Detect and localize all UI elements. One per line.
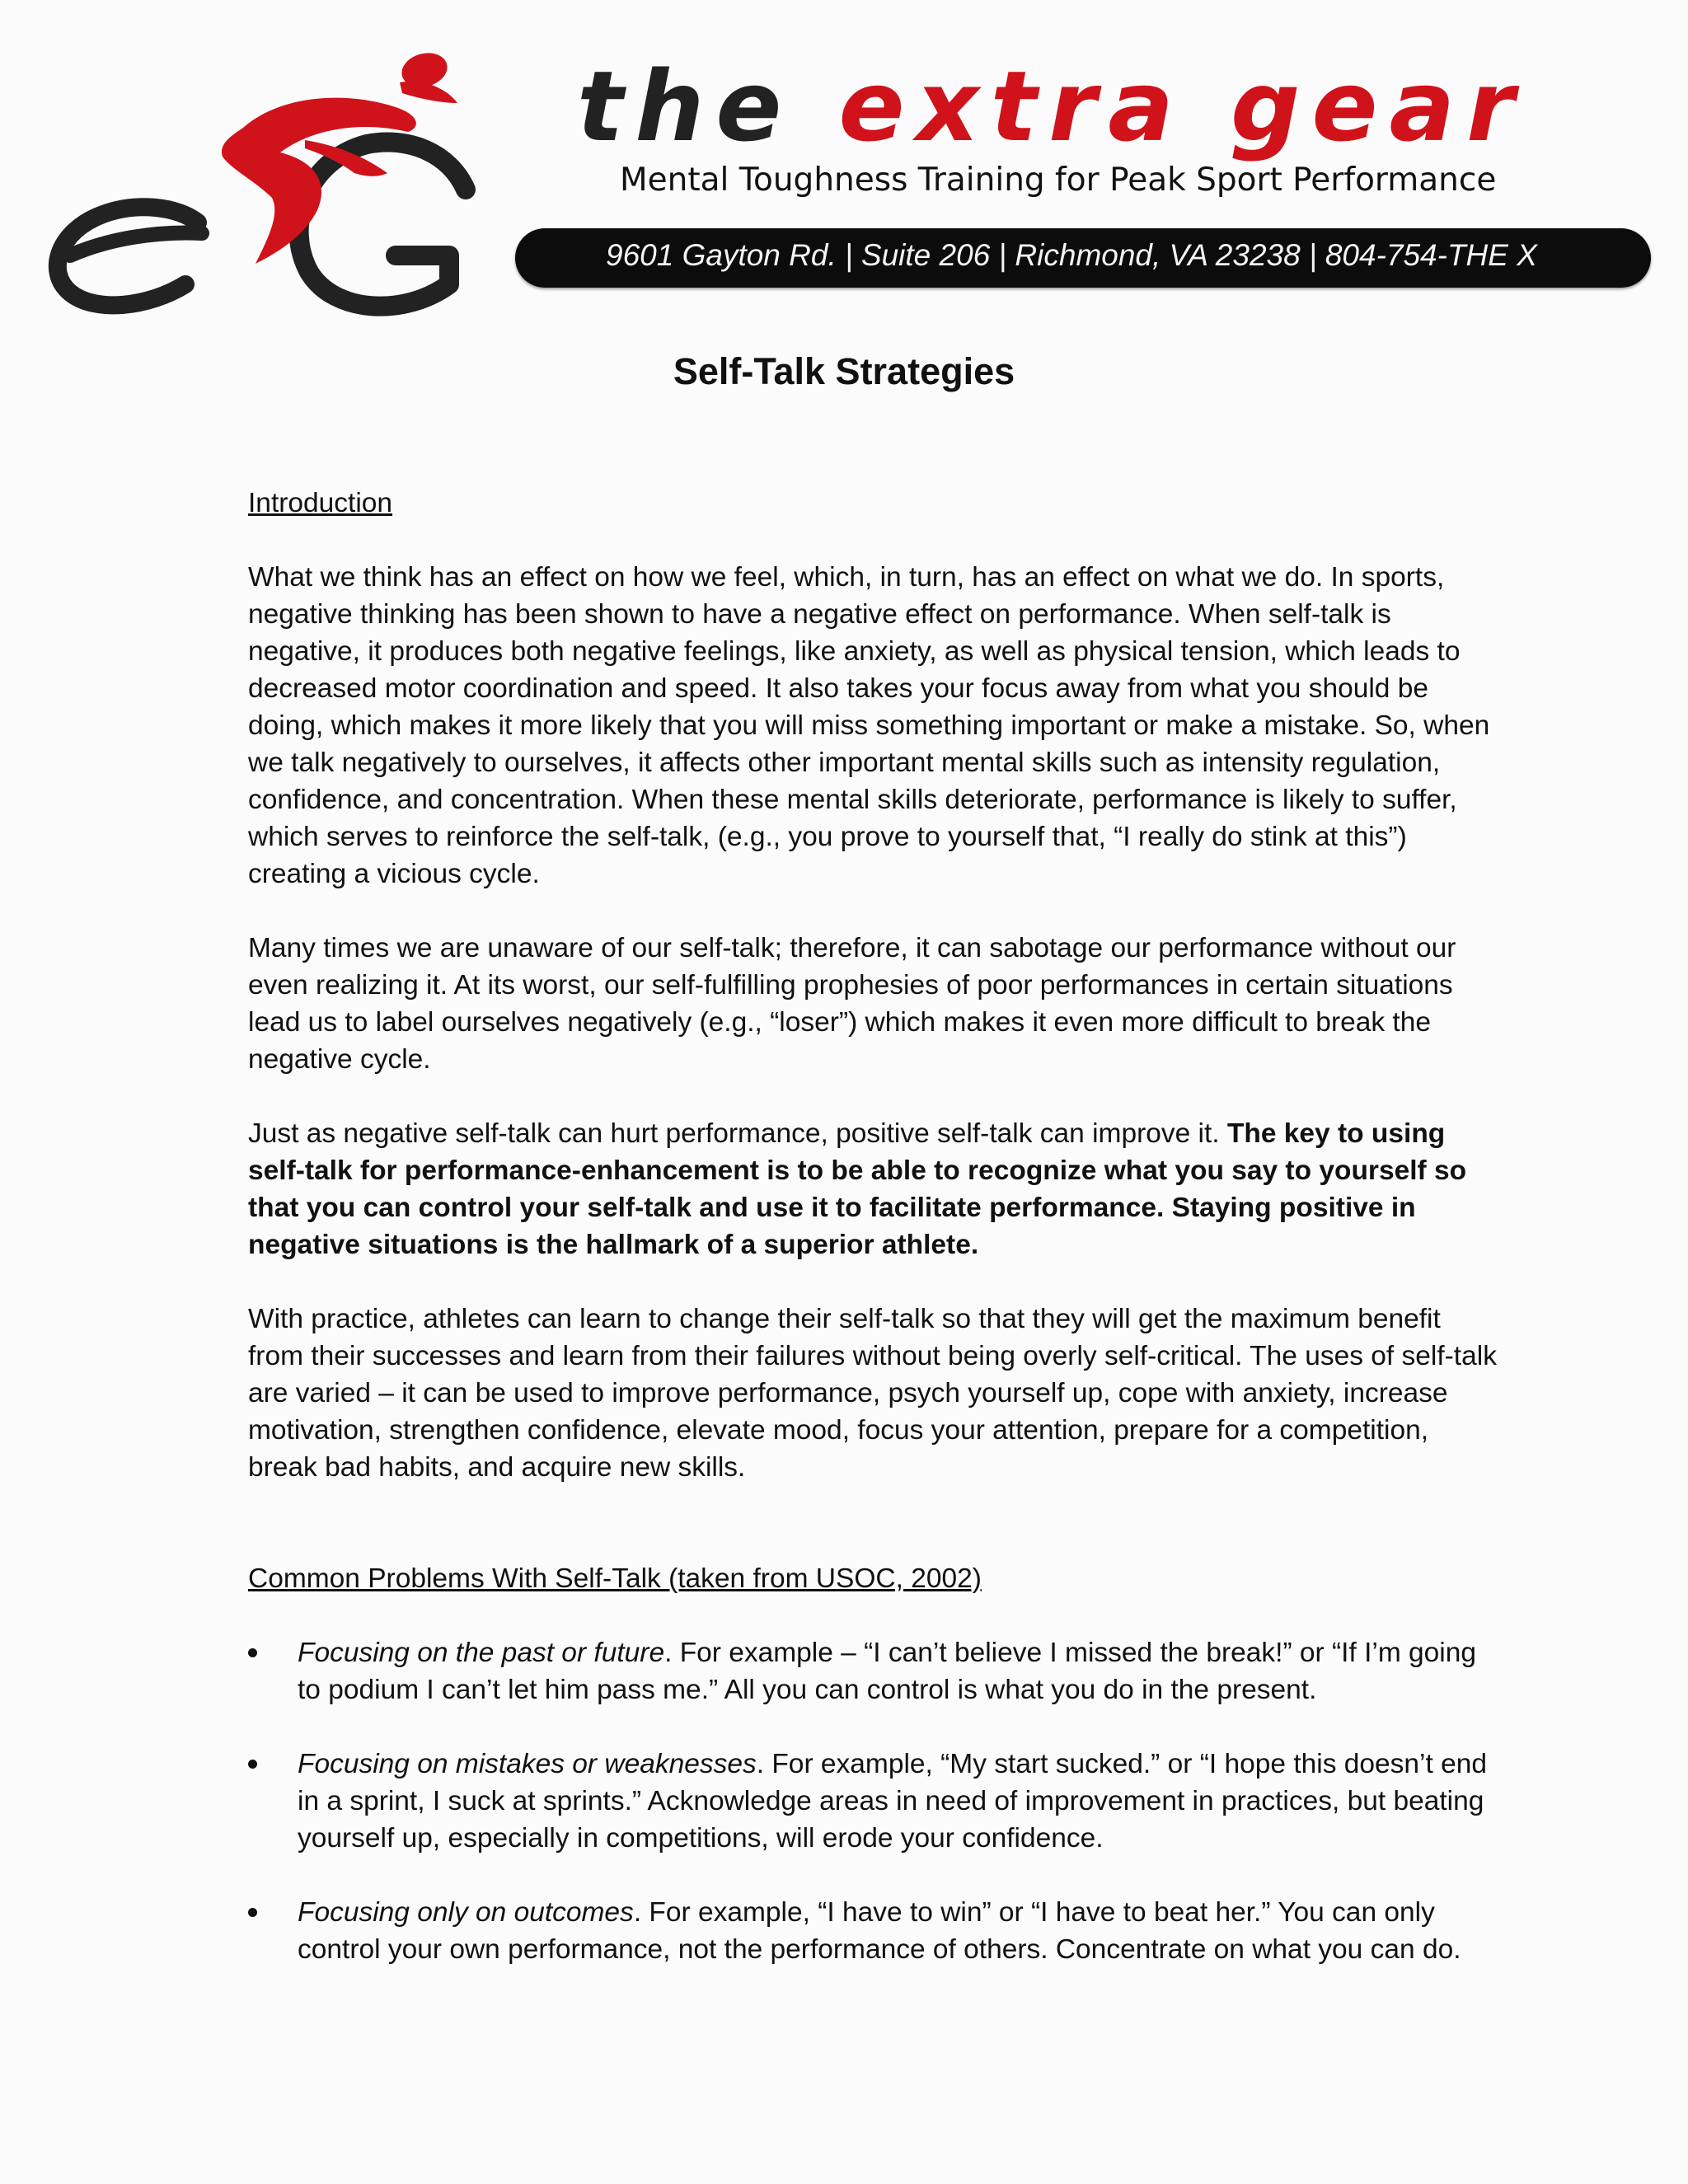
- list-item: [248, 1894, 1501, 1968]
- list-item-lead: Focusing only on outcomes: [298, 1897, 634, 1928]
- cyclist-logo: [33, 45, 503, 326]
- brand-word-the: the: [577, 49, 794, 163]
- paragraph-2: Many times we are unaware of our self-talk; therefore, it can sabotage our performance without our even realizing it. At its worst, our self-fulfilling prophesies of poor performances in certain situations lead us to label ourselves negatively (e.g., “loser”) which makes it even more difficult to break the negative cycle.: [248, 933, 1456, 1075]
- list-item-lead: Focusing on mistakes or weaknesses: [298, 1749, 757, 1779]
- document-body: [248, 485, 1501, 2005]
- list-item-text: . For example – “I can’t believe I missed the break!” or “If I’m going to podium I can’t let him pass me.” All you can control is what you do in the present.: [298, 1638, 1477, 1705]
- paragraph-3: [248, 1115, 1501, 1263]
- address-bar: [515, 228, 1651, 288]
- paragraph-3-bold: The key to using self-talk for performance-enhancement is to be able to recognize what you say to yourself so that you can control your self-talk and use it to facilitate performance. Staying positive in negative situations is the hallmark of a superior athlete.: [248, 1118, 1467, 1260]
- address-text: 9601 Gayton Rd. | Suite 206 | Richmond, VA 23238 | 804-754-THE X: [606, 238, 1537, 272]
- list-item-text: . For example, “I have to win” or “I have to beat her.” You can only control your own performance, not the performance of others. Concentrate on what you can do.: [298, 1897, 1461, 1965]
- page-title: Self-Talk Strategies: [673, 350, 1015, 392]
- tagline: Mental Toughness Training for Peak Sport Performance: [620, 162, 1497, 199]
- section-heading-common-problems: Common Problems With Self-Talk (taken from USOC, 2002): [248, 1563, 982, 1594]
- problems-list: [248, 1634, 1501, 1968]
- paragraph-3-plain: Just as negative self-talk can hurt performance, positive self-talk can improve it.: [248, 1118, 1227, 1149]
- list-item: [248, 1746, 1501, 1857]
- list-item-lead: Focusing on the past or future: [298, 1638, 665, 1668]
- brand-name: [577, 49, 1526, 163]
- paragraph-4: With practice, athletes can learn to change their self-talk so that they will get the maximum benefit from their successes and learn from their failures without being overly self-critical. The uses of self-talk are varied – it can be used to improve performance, psych yourself up, cope with anxiety, increase motivation, strengthen confidence, elevate mood, focus your attention, prepare for a competition, break bad habits, and acquire new skills.: [248, 1304, 1497, 1483]
- list-item-text: . For example, “My start sucked.” or “I hope this doesn’t end in a sprint, I suck at sprints.” Acknowledge areas in need of improvement in practices, but beating yourself up, especially in competitions, will erode your confidence.: [298, 1749, 1487, 1854]
- paragraph-1: What we think has an effect on how we feel, which, in turn, has an effect on what we do. In sports, negative thinking has been shown to have a negative effect on performance. When self-talk is negative, it produces both negative feelings, like anxiety, as well as physical tension, which leads to decreased motor coordination and speed. It also takes your focus away from what you should be doing, which makes it more likely that you will miss something important or make a mistake. So, when we talk negatively to ourselves, it affects other important mental skills such as intensity regulation, confidence, and concentration. When these mental skills deteriorate, performance is likely to suffer, which serves to reinforce the self-talk, (e.g., you prove to yourself that, “I really do stink at this”) creating a vicious cycle.: [248, 562, 1490, 889]
- list-item: [248, 1634, 1501, 1708]
- section-heading-introduction: Introduction: [248, 488, 393, 518]
- brand-word-extra-gear: extra gear: [838, 49, 1526, 163]
